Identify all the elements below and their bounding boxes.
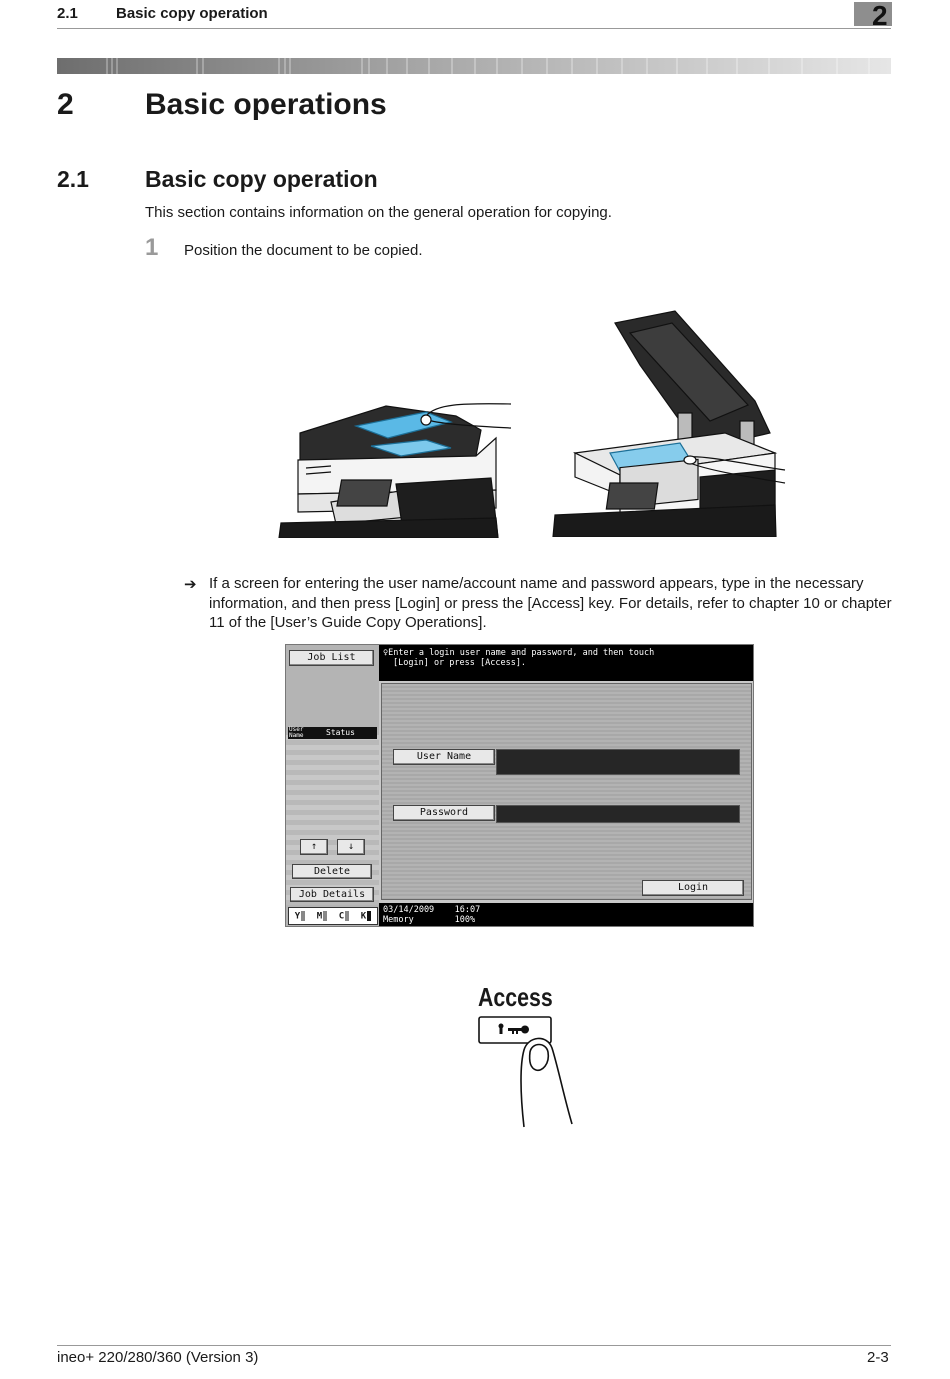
note-text: If a screen for entering the user name/account name and password appears, type in the necessary information, and then press [Login] or press the [Access] key. For details, refer to chapter 10 or chapter 11 of the [User’s Guide Copy Operations].: [209, 575, 892, 631]
status-memory-label: Memory: [383, 914, 414, 925]
delete-button[interactable]: Delete: [292, 864, 372, 879]
access-key-label: Access: [478, 982, 553, 1012]
section-number: 2.1: [57, 166, 89, 192]
chapter-tab-number: 2: [872, 0, 888, 31]
decorative-stripe-bar: [57, 58, 891, 74]
login-form-area: [381, 683, 752, 900]
login-screen-panel: [285, 644, 754, 927]
password-button[interactable]: Password: [393, 805, 495, 821]
user-name-button[interactable]: User Name: [393, 749, 495, 765]
password-field[interactable]: [496, 805, 740, 823]
footer-product: ineo+ 220/280/360 (Version 3): [57, 1349, 259, 1366]
section-intro: This section contains information on the general operation for copying.: [145, 204, 612, 221]
access-key-press-illustration: [472, 1012, 582, 1132]
scroll-up-button[interactable]: ↑: [300, 839, 328, 855]
section-title: Basic copy operation: [145, 166, 378, 192]
platen-glass-illustration: [550, 305, 786, 537]
message-bar: [379, 645, 753, 681]
login-button[interactable]: Login: [642, 880, 744, 896]
header-section-number: 2.1: [57, 5, 78, 22]
toner-k: K: [361, 911, 371, 922]
job-list-pane: [286, 645, 379, 926]
step-text: Position the document to be copied.: [184, 242, 423, 259]
message-line-1: ♀Enter a login user name and password, and then touch: [383, 648, 655, 658]
toner-level-indicator: [288, 907, 378, 925]
status-time: 16:07: [454, 905, 481, 915]
adf-loading-illustration: [276, 398, 516, 538]
note-arrow-icon: ➔: [184, 576, 197, 593]
toner-m: M: [317, 911, 327, 922]
step-number: 1: [145, 234, 159, 261]
job-list-button[interactable]: Job List: [289, 650, 374, 666]
scroll-down-button[interactable]: ↓: [337, 839, 365, 855]
status-line-2: [383, 916, 753, 926]
message-line-2: [Login] or press [Access].: [393, 658, 527, 668]
chapter-title: Basic operations: [145, 88, 387, 121]
job-details-button[interactable]: Job Details: [290, 887, 374, 902]
status-bar: [379, 903, 753, 926]
footer-page-number: 2-3: [867, 1349, 889, 1366]
chapter-number: 2: [57, 88, 74, 121]
status-date: 03/14/2009: [383, 905, 435, 915]
toner-y: Y: [295, 911, 305, 922]
job-list-area: [286, 735, 379, 905]
header-rule: [57, 28, 891, 29]
footer-rule: [57, 1345, 891, 1346]
col-status: Status: [326, 728, 355, 737]
status-memory-value: 100%: [454, 914, 476, 925]
toner-c: C: [339, 911, 349, 922]
header-section-title: Basic copy operation: [116, 5, 268, 22]
job-list-column-header: [288, 727, 377, 739]
col-user-name: User Name: [289, 726, 304, 739]
user-name-field[interactable]: [496, 749, 740, 775]
